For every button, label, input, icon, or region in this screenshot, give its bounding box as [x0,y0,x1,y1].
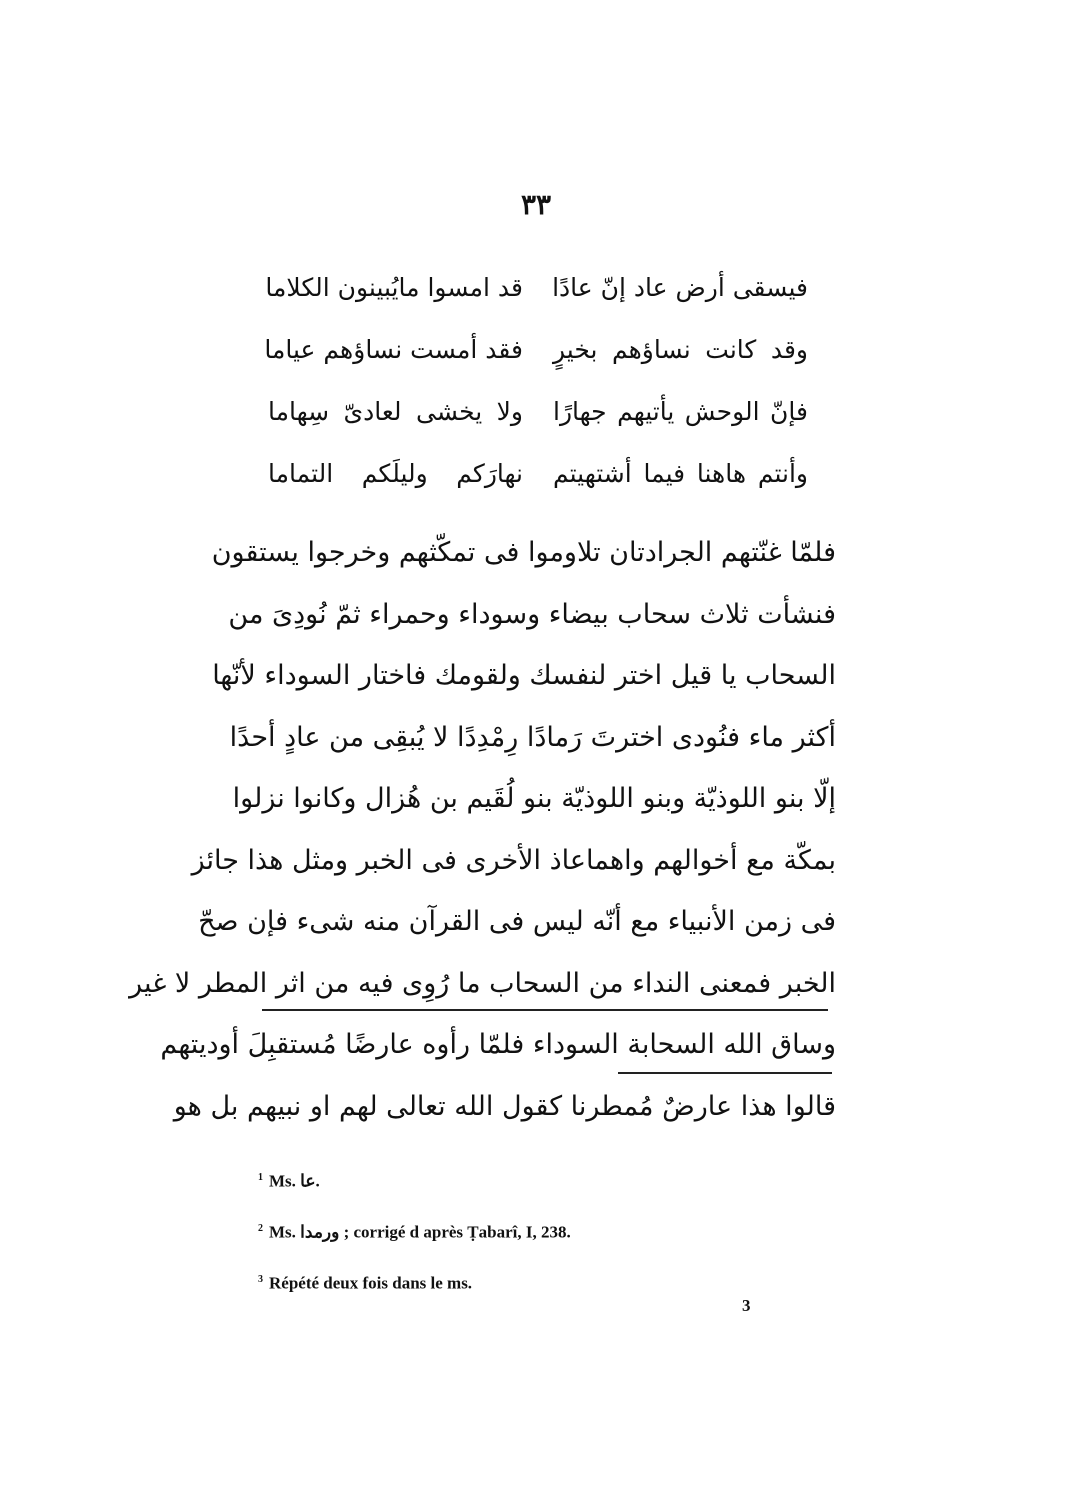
footnote [258,1156,818,1207]
prose-line: فلمّا غنّتهم الجرادتان تلاوموا فى تمكّثهم وخرجوا يستقون [211,537,836,568]
footnote-mark: 3 [258,1274,263,1285]
verse-left-hemistich: ولا يخشى لعادىّ سِهاما [268,396,523,426]
underline-mark [618,1072,832,1074]
page-signature-number: 3 [742,1296,751,1315]
verse-left-hemistich: فقد أمست نساؤهم عياما [264,334,523,364]
poem-verse [264,318,808,380]
verse-right-hemistich: فإنّ الوحش يأتيهم جهارًا [553,396,808,426]
verse-right-hemistich: فيسقى أرض عاد إنّ عادًا [552,272,808,302]
poem-verse [268,442,808,504]
footnote-text: Ms. ورمدا ; corrigé d après Ṭabarî, I, 238. [269,1222,571,1242]
prose-line: الخبر فمعنى النداء من السحاب ما رُوِى فيه من اثر المطر لا غير [129,967,836,999]
poem-verse [265,256,808,318]
footnote-text: Répété deux fois dans le ms. [269,1273,473,1293]
footnotes [258,1156,818,1309]
prose-block [129,522,836,1137]
prose-line: السحاب يا قيل اختر لنفسك ولقومك فاختار السوداء لأنّها [212,660,836,691]
prose-line: أكثر ماء فنُودى اخترتَ رَمادًا رِمْدِدًا لا يُبقِى من عادٍ أحدًا [229,721,836,753]
underline-mark [262,1009,828,1011]
verse-left-hemistich: قد امسوا مايُبينون الكلاما [265,272,523,302]
verse-left-hemistich: نهارَكم وليلَكم التماما [268,458,523,488]
footnote-mark: 2 [258,1223,263,1234]
poem-verse [268,380,808,442]
poem-block [264,256,808,504]
prose-line: قالوا هذا عارضٌ مُمطرنا كقول الله تعالى لهم او نبيهم بل هو [173,1090,836,1122]
prose-line: فى زمن الأنبياء مع أنّه ليس فى القرآن منه شىء فإن صحّ [198,906,836,937]
prose-line: إلّا بنو اللوذيّة وبنو اللوذيّة بنو لُقَيم بن هُزال وكانوا نزلوا [232,783,836,814]
verse-right-hemistich: وأنتم هاهنا فيما أشتهيتم [553,458,808,488]
prose-line: بمكّة مع أخوالهم واهماعاذ الأخرى فى الخبر ومثل هذا جائز [191,844,836,876]
footnote-text: Ms. عا. [269,1171,320,1191]
prose-line: فنشأت ثلاث سحاب بيضاء وسوداء وحمراء ثمّ نُودِىَ من [228,598,836,630]
footnote [258,1207,818,1258]
page-number-arabic: ٣٣ [520,188,552,221]
footnote [258,1258,818,1309]
footnote-mark: 1 [258,1172,263,1183]
verse-right-hemistich: وقد كانت نساؤهم بخيرٍ [553,334,808,364]
prose-line: وساق الله السحابة السوداء فلمّا رأوه عارضًا مُستقبِلَ أوديتهم [160,1029,836,1060]
